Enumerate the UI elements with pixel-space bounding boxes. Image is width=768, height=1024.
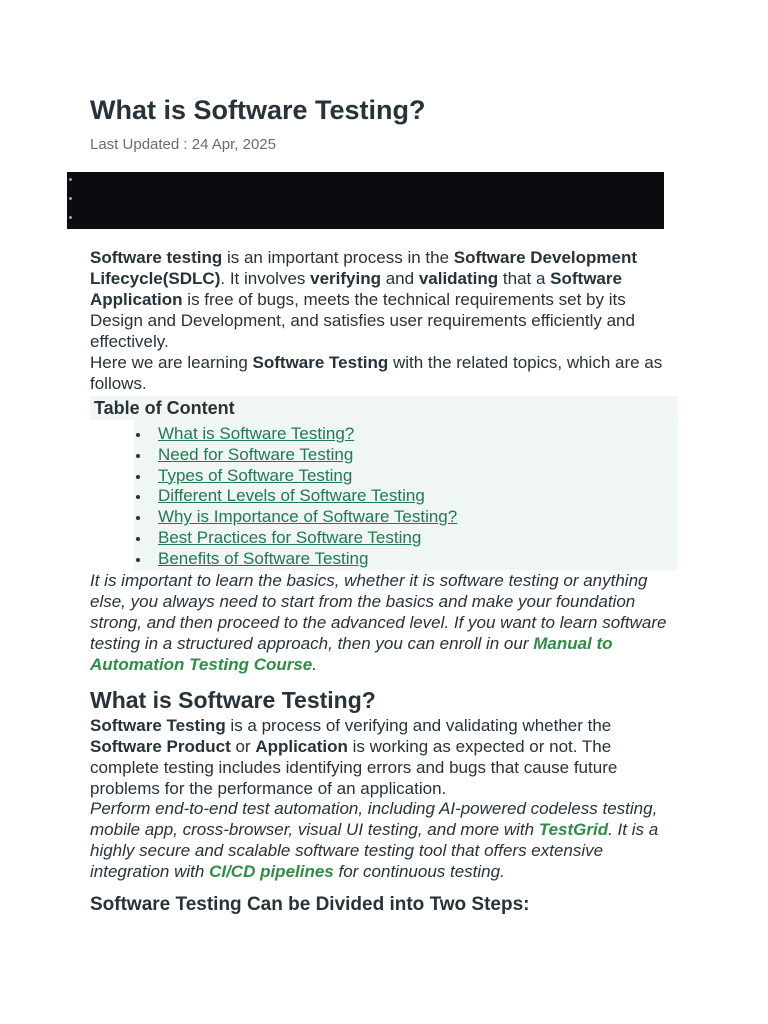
toc-item [134, 549, 678, 570]
toc-link-benefits[interactable]: Benefits of Software Testing [158, 548, 369, 568]
intro-paragraph [90, 247, 682, 352]
toc-link-importance[interactable]: Why is Importance of Software Testing? [158, 507, 458, 527]
bold-term: validating [418, 269, 499, 288]
text: . It is a highly secure and scalable software testing tool that offers extensive integration with [90, 820, 659, 881]
article-header [90, 92, 680, 155]
bold-term: Software Testing [90, 716, 226, 735]
text: . [312, 655, 317, 674]
text: that a [498, 269, 551, 288]
dark-banner [67, 172, 664, 229]
bullet-dot [69, 197, 72, 200]
bold-term: Application [255, 737, 348, 756]
bold-term: Software Product [90, 737, 231, 756]
toc-link-what-is[interactable]: What is Software Testing? [158, 424, 355, 443]
text: or [230, 737, 256, 756]
toc-list-container [134, 420, 678, 570]
text: is free of bugs, meets the technical requirements set by its Design and Development, and satisfies user requirements efficiently and effectively. [90, 290, 635, 351]
topics-paragraph [90, 352, 682, 394]
toc-item [134, 424, 678, 445]
text: for continuous testing. [333, 862, 505, 881]
toc-item [134, 528, 678, 549]
bold-term: Software Development Lifecycle(SDLC) [90, 248, 638, 288]
toc-list [134, 424, 678, 570]
toc-link-types[interactable]: Types of Software Testing [158, 465, 353, 485]
text: Perform end-to-end test automation, including AI-powered codeless testing, mobile app, cross-browser, visual UI testing, and more with [90, 799, 658, 839]
text: with the related topics, which are as follows. [90, 353, 663, 393]
text: Here we are learning [90, 353, 253, 372]
testgrid-link[interactable]: TestGrid [538, 820, 609, 839]
last-updated-date: Last Updated : 24 Apr, 2025 [90, 136, 276, 153]
bold-term: Software Testing [252, 353, 389, 372]
toc-item [134, 445, 678, 466]
text: is working as expected or not. The complete testing includes identifying errors and bugs that cause future problems for the performance of an application. [90, 737, 618, 798]
definition-paragraph [90, 715, 682, 799]
toc-link-need[interactable]: Need for Software Testing [158, 444, 354, 464]
learn-paragraph [90, 570, 682, 675]
bullet-dot [69, 216, 72, 219]
table-of-content [90, 396, 678, 570]
page-title: What is Software Testing? [90, 95, 426, 125]
section-heading: What is Software Testing? [90, 687, 376, 713]
toc-link-levels[interactable]: Different Levels of Software Testing [158, 486, 425, 506]
intro-section [90, 247, 682, 394]
toc-item [134, 466, 678, 487]
text: . It involves [220, 269, 311, 288]
text: It is important to learn the basics, whether it is software testing or anything else, you always need to start from the basics and make your foundation strong, and then proceed to the advanced level. If you want to learn software testing in a structured approach, then you can enroll in our [90, 571, 667, 653]
bold-term: verifying [310, 269, 381, 288]
toc-header: Table of Content [90, 396, 678, 420]
testgrid-paragraph [90, 798, 682, 882]
text: and [381, 269, 419, 288]
text: is an important process in the [222, 248, 454, 267]
cicd-link[interactable]: CI/CD pipelines [209, 862, 334, 881]
bold-term: Software testing [90, 248, 223, 267]
text: is a process of verifying and validating whether the [225, 716, 612, 735]
course-link[interactable]: Manual to Automation Testing Course [90, 634, 613, 674]
toc-link-best-practices[interactable]: Best Practices for Software Testing [158, 527, 422, 547]
bold-term: Software Application [90, 269, 622, 309]
bullet-dot [69, 178, 72, 181]
toc-item [134, 507, 678, 528]
subsection-heading: Software Testing Can be Divided into Two Steps: [90, 894, 530, 915]
toc-item [134, 486, 678, 507]
